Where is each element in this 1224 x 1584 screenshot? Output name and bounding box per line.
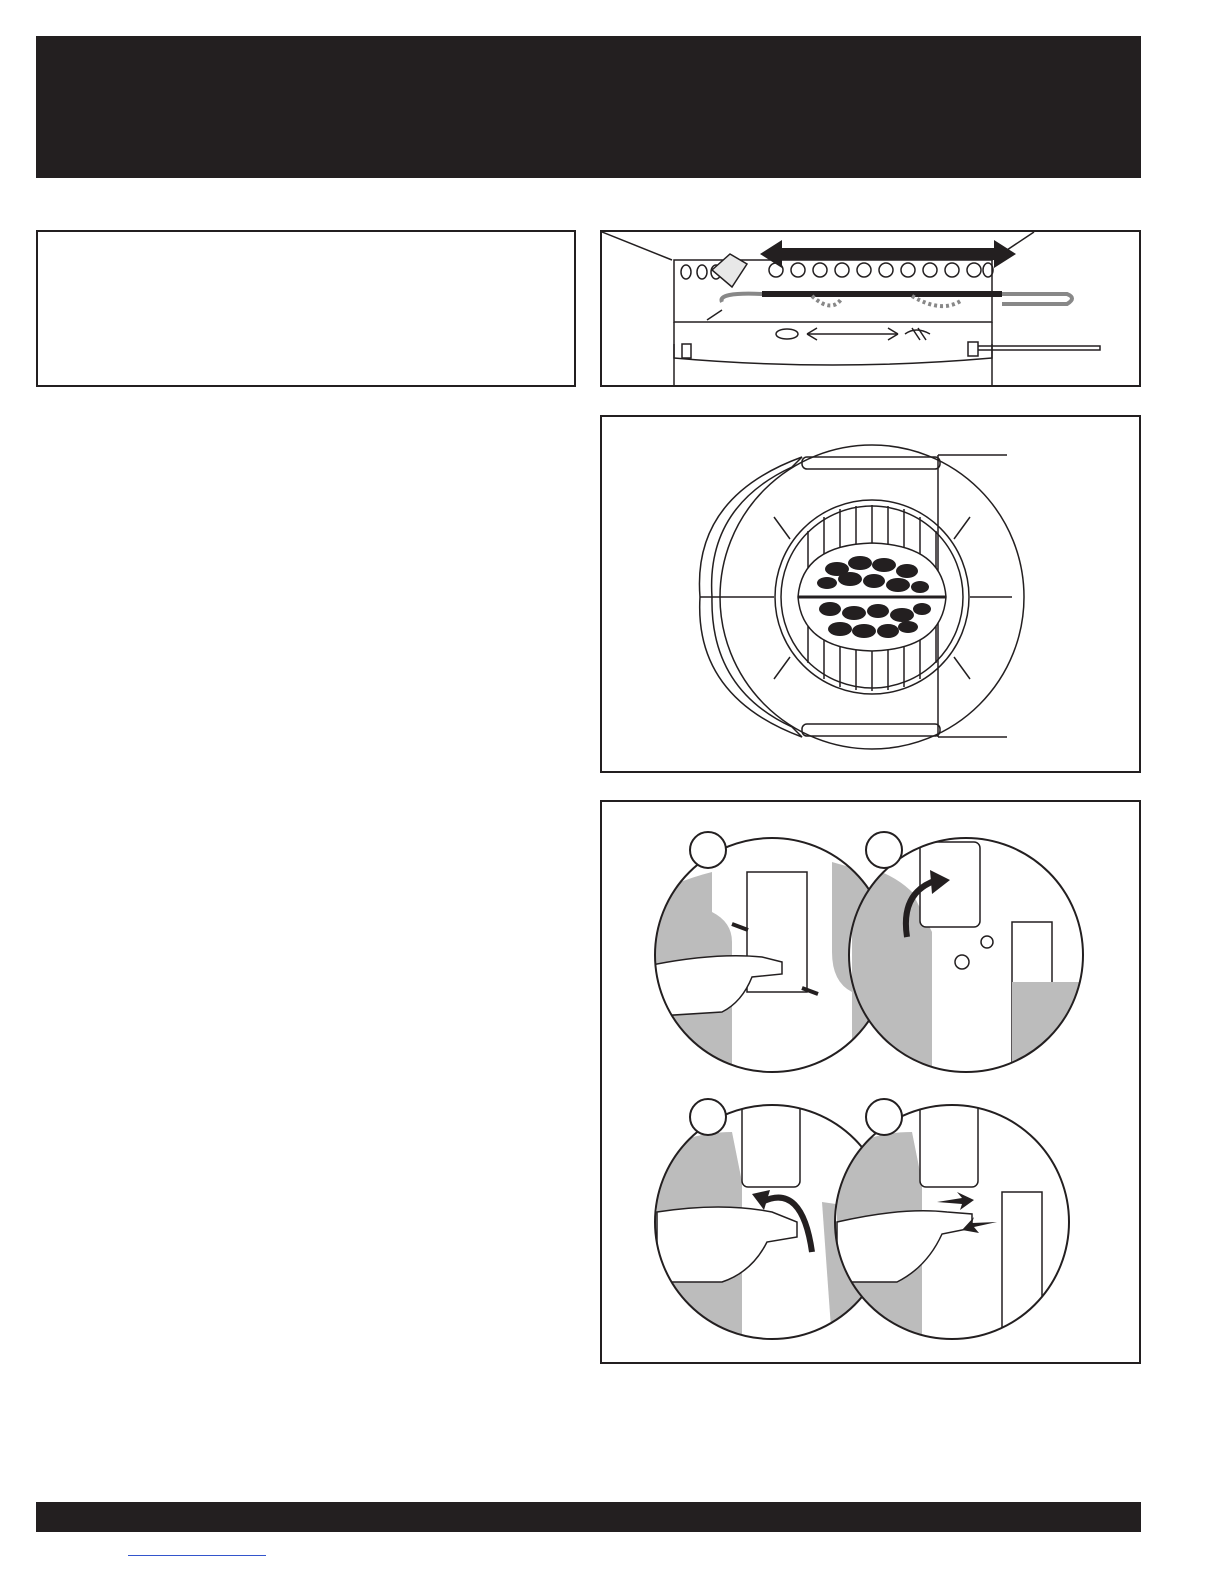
ignition-steps-illustration — [602, 802, 1139, 1362]
charcoal-grate-illustration — [602, 417, 1139, 771]
step-4-circle — [835, 1099, 1069, 1342]
footer-bar — [36, 1502, 1141, 1532]
step-2-circle — [849, 832, 1083, 1072]
ignition-steps-figure — [600, 800, 1141, 1364]
charcoal-grate-figure — [600, 415, 1141, 773]
burner-tube-figure — [600, 230, 1141, 387]
burner-tube-illustration — [602, 232, 1139, 385]
header-bar — [36, 36, 1141, 178]
footer-link-underline[interactable] — [128, 1555, 266, 1556]
instruction-text-box — [36, 230, 576, 387]
